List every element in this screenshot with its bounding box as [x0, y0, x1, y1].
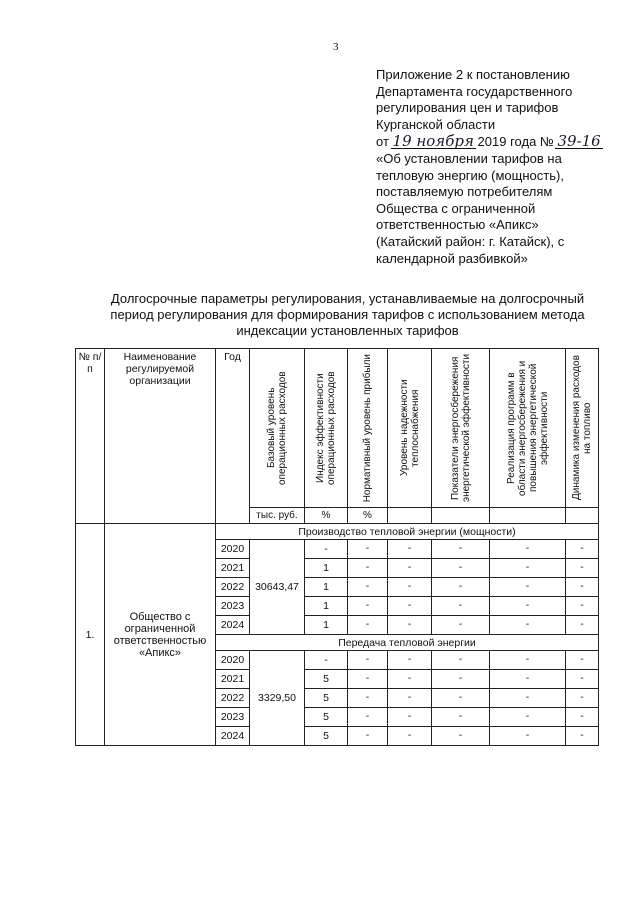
- header-base: [250, 349, 305, 508]
- index-value: 1: [305, 578, 348, 597]
- year-cell: 2021: [216, 670, 250, 689]
- index-value: 5: [305, 727, 348, 746]
- dash-cell-profit: -: [348, 651, 388, 670]
- organization-name: Общество с ограниченной ответственностью «Апикс»: [105, 524, 216, 746]
- dash-cell-fuel: -: [566, 616, 599, 635]
- year-cell: 2021: [216, 559, 250, 578]
- dash-cell-energy: -: [432, 689, 490, 708]
- year-cell: 2023: [216, 597, 250, 616]
- dash-cell-energy: -: [432, 727, 490, 746]
- dash-cell-profit: -: [348, 689, 388, 708]
- header-year: Год: [216, 349, 250, 524]
- header-index-text: Индекс эффективности операционных расходов: [315, 371, 337, 485]
- appendix-line: Департамента государственного: [376, 83, 573, 99]
- dash-cell-reliability: -: [388, 689, 432, 708]
- dash-cell-programs: -: [490, 651, 566, 670]
- section-title: Производство тепловой энергии (мощности): [216, 524, 599, 540]
- year-cell: 2024: [216, 727, 250, 746]
- appendix-line: Приложение 2 к постановлению: [376, 67, 570, 82]
- dash-cell-energy: -: [432, 578, 490, 597]
- date-prefix: от: [376, 134, 389, 150]
- index-value: 5: [305, 689, 348, 708]
- section-row: [76, 524, 599, 540]
- dash-cell-fuel: -: [566, 578, 599, 597]
- dash-cell-energy: -: [432, 616, 490, 635]
- index-value: 5: [305, 708, 348, 727]
- dash-cell-reliability: -: [388, 708, 432, 727]
- dash-cell-programs: -: [490, 578, 566, 597]
- dash-cell-fuel: -: [566, 708, 599, 727]
- header-reliability: [388, 349, 432, 508]
- dash-cell-reliability: -: [388, 578, 432, 597]
- header-programs: [490, 349, 566, 508]
- appendix-line: поставляемую потребителям: [376, 184, 553, 200]
- dash-cell-profit: -: [348, 708, 388, 727]
- unit-empty: [432, 508, 490, 524]
- header-org: Наименование регулируемой организации: [105, 349, 216, 524]
- dash-cell-profit: -: [348, 540, 388, 559]
- dash-cell-programs: -: [490, 708, 566, 727]
- dash-cell-profit: -: [348, 616, 388, 635]
- index-value: -: [305, 540, 348, 559]
- header-profit: [348, 349, 388, 508]
- dash-cell-energy: -: [432, 597, 490, 616]
- year-cell: 2022: [216, 689, 250, 708]
- parameters-table: [75, 348, 599, 746]
- handwritten-date: 19 ноября: [392, 132, 474, 151]
- dash-cell-reliability: -: [388, 727, 432, 746]
- appendix-line: Общества с ограниченной: [376, 200, 536, 216]
- appendix-line: «Об установлении тарифов на: [376, 150, 562, 166]
- year-cell: 2020: [216, 540, 250, 559]
- dash-cell-programs: -: [490, 597, 566, 616]
- unit-profit: %: [348, 508, 388, 524]
- year-cell: 2023: [216, 708, 250, 727]
- dash-cell-energy: -: [432, 651, 490, 670]
- dash-cell-reliability: -: [388, 651, 432, 670]
- header-row: [76, 349, 599, 508]
- dash-cell-fuel: -: [566, 689, 599, 708]
- base-value: 3329,50: [250, 651, 305, 746]
- unit-base: тыс. руб.: [250, 508, 305, 524]
- dash-cell-programs: -: [490, 670, 566, 689]
- header-programs-text: Реализация программ в области энергосбережения и повышения энергетической эффективности: [505, 360, 550, 496]
- year-cell: 2024: [216, 616, 250, 635]
- appendix-line: Курганской области: [376, 116, 496, 132]
- header-fuel: [566, 349, 599, 508]
- appendix-line: тепловую энергию (мощность),: [376, 167, 564, 183]
- unit-empty: [566, 508, 599, 524]
- unit-empty: [490, 508, 566, 524]
- dash-cell-programs: -: [490, 540, 566, 559]
- index-value: 1: [305, 559, 348, 578]
- appendix-date-line: [376, 133, 626, 151]
- dash-cell-profit: -: [348, 597, 388, 616]
- dash-cell-energy: -: [432, 708, 490, 727]
- dash-cell-fuel: -: [566, 670, 599, 689]
- index-value: -: [305, 651, 348, 670]
- dash-cell-profit: -: [348, 727, 388, 746]
- dash-cell-profit: -: [348, 559, 388, 578]
- appendix-line: календарной разбивкой»: [376, 250, 528, 266]
- index-value: 5: [305, 670, 348, 689]
- appendix-line: ответственностью «Апикс»: [376, 217, 539, 233]
- dash-cell-programs: -: [490, 727, 566, 746]
- year-text: 2019 года №: [477, 134, 554, 150]
- row-number: 1.: [76, 524, 105, 746]
- dash-cell-programs: -: [490, 689, 566, 708]
- dash-cell-reliability: -: [388, 597, 432, 616]
- dash-cell-fuel: -: [566, 540, 599, 559]
- dash-cell-energy: -: [432, 559, 490, 578]
- handwritten-number: 39-16: [557, 132, 601, 151]
- dash-cell-profit: -: [348, 578, 388, 597]
- index-value: 1: [305, 616, 348, 635]
- header-profit-text: Нормативный уровень прибыли: [362, 353, 373, 503]
- year-cell: 2020: [216, 651, 250, 670]
- appendix-line: (Катайский район: г. Катайск), с: [376, 233, 565, 249]
- title-line: Долгосрочные параметры регулирования, устанавливаемые на долгосрочный: [110, 291, 585, 306]
- header-energy-text: Показатели энергосбережения энергетической эффективности: [449, 353, 472, 503]
- section-title: Передача тепловой энергии: [216, 635, 599, 651]
- dash-cell-reliability: -: [388, 616, 432, 635]
- dash-cell-energy: -: [432, 540, 490, 559]
- header-energy: [432, 349, 490, 508]
- title-line: период регулирования для формирования тарифов с использованием метода: [110, 307, 585, 322]
- dash-cell-programs: -: [490, 559, 566, 578]
- header-base-text: Базовый уровень операционных расходов: [266, 371, 288, 485]
- base-value: 30643,47: [250, 540, 305, 635]
- dash-cell-fuel: -: [566, 651, 599, 670]
- dash-cell-profit: -: [348, 670, 388, 689]
- dash-cell-reliability: -: [388, 670, 432, 689]
- year-cell: 2022: [216, 578, 250, 597]
- header-fuel-text: Динамика изменения расходов на топливо: [571, 355, 593, 501]
- header-index: [305, 349, 348, 508]
- dash-cell-reliability: -: [388, 540, 432, 559]
- title-line: индексации установленных тарифов: [236, 323, 459, 338]
- dash-cell-fuel: -: [566, 727, 599, 746]
- dash-cell-energy: -: [432, 670, 490, 689]
- dash-cell-programs: -: [490, 616, 566, 635]
- dash-cell-fuel: -: [566, 559, 599, 578]
- appendix-header: [376, 67, 626, 267]
- page-number: 3: [333, 41, 339, 53]
- appendix-line: регулирования цен и тарифов: [376, 100, 559, 116]
- unit-empty: [388, 508, 432, 524]
- dash-cell-reliability: -: [388, 559, 432, 578]
- header-reliability-text: Уровень надежности теплоснабжения: [398, 379, 421, 477]
- dash-cell-fuel: -: [566, 597, 599, 616]
- index-value: 1: [305, 597, 348, 616]
- document-title: [95, 291, 600, 339]
- header-num: № п/п: [76, 349, 105, 524]
- unit-index: %: [305, 508, 348, 524]
